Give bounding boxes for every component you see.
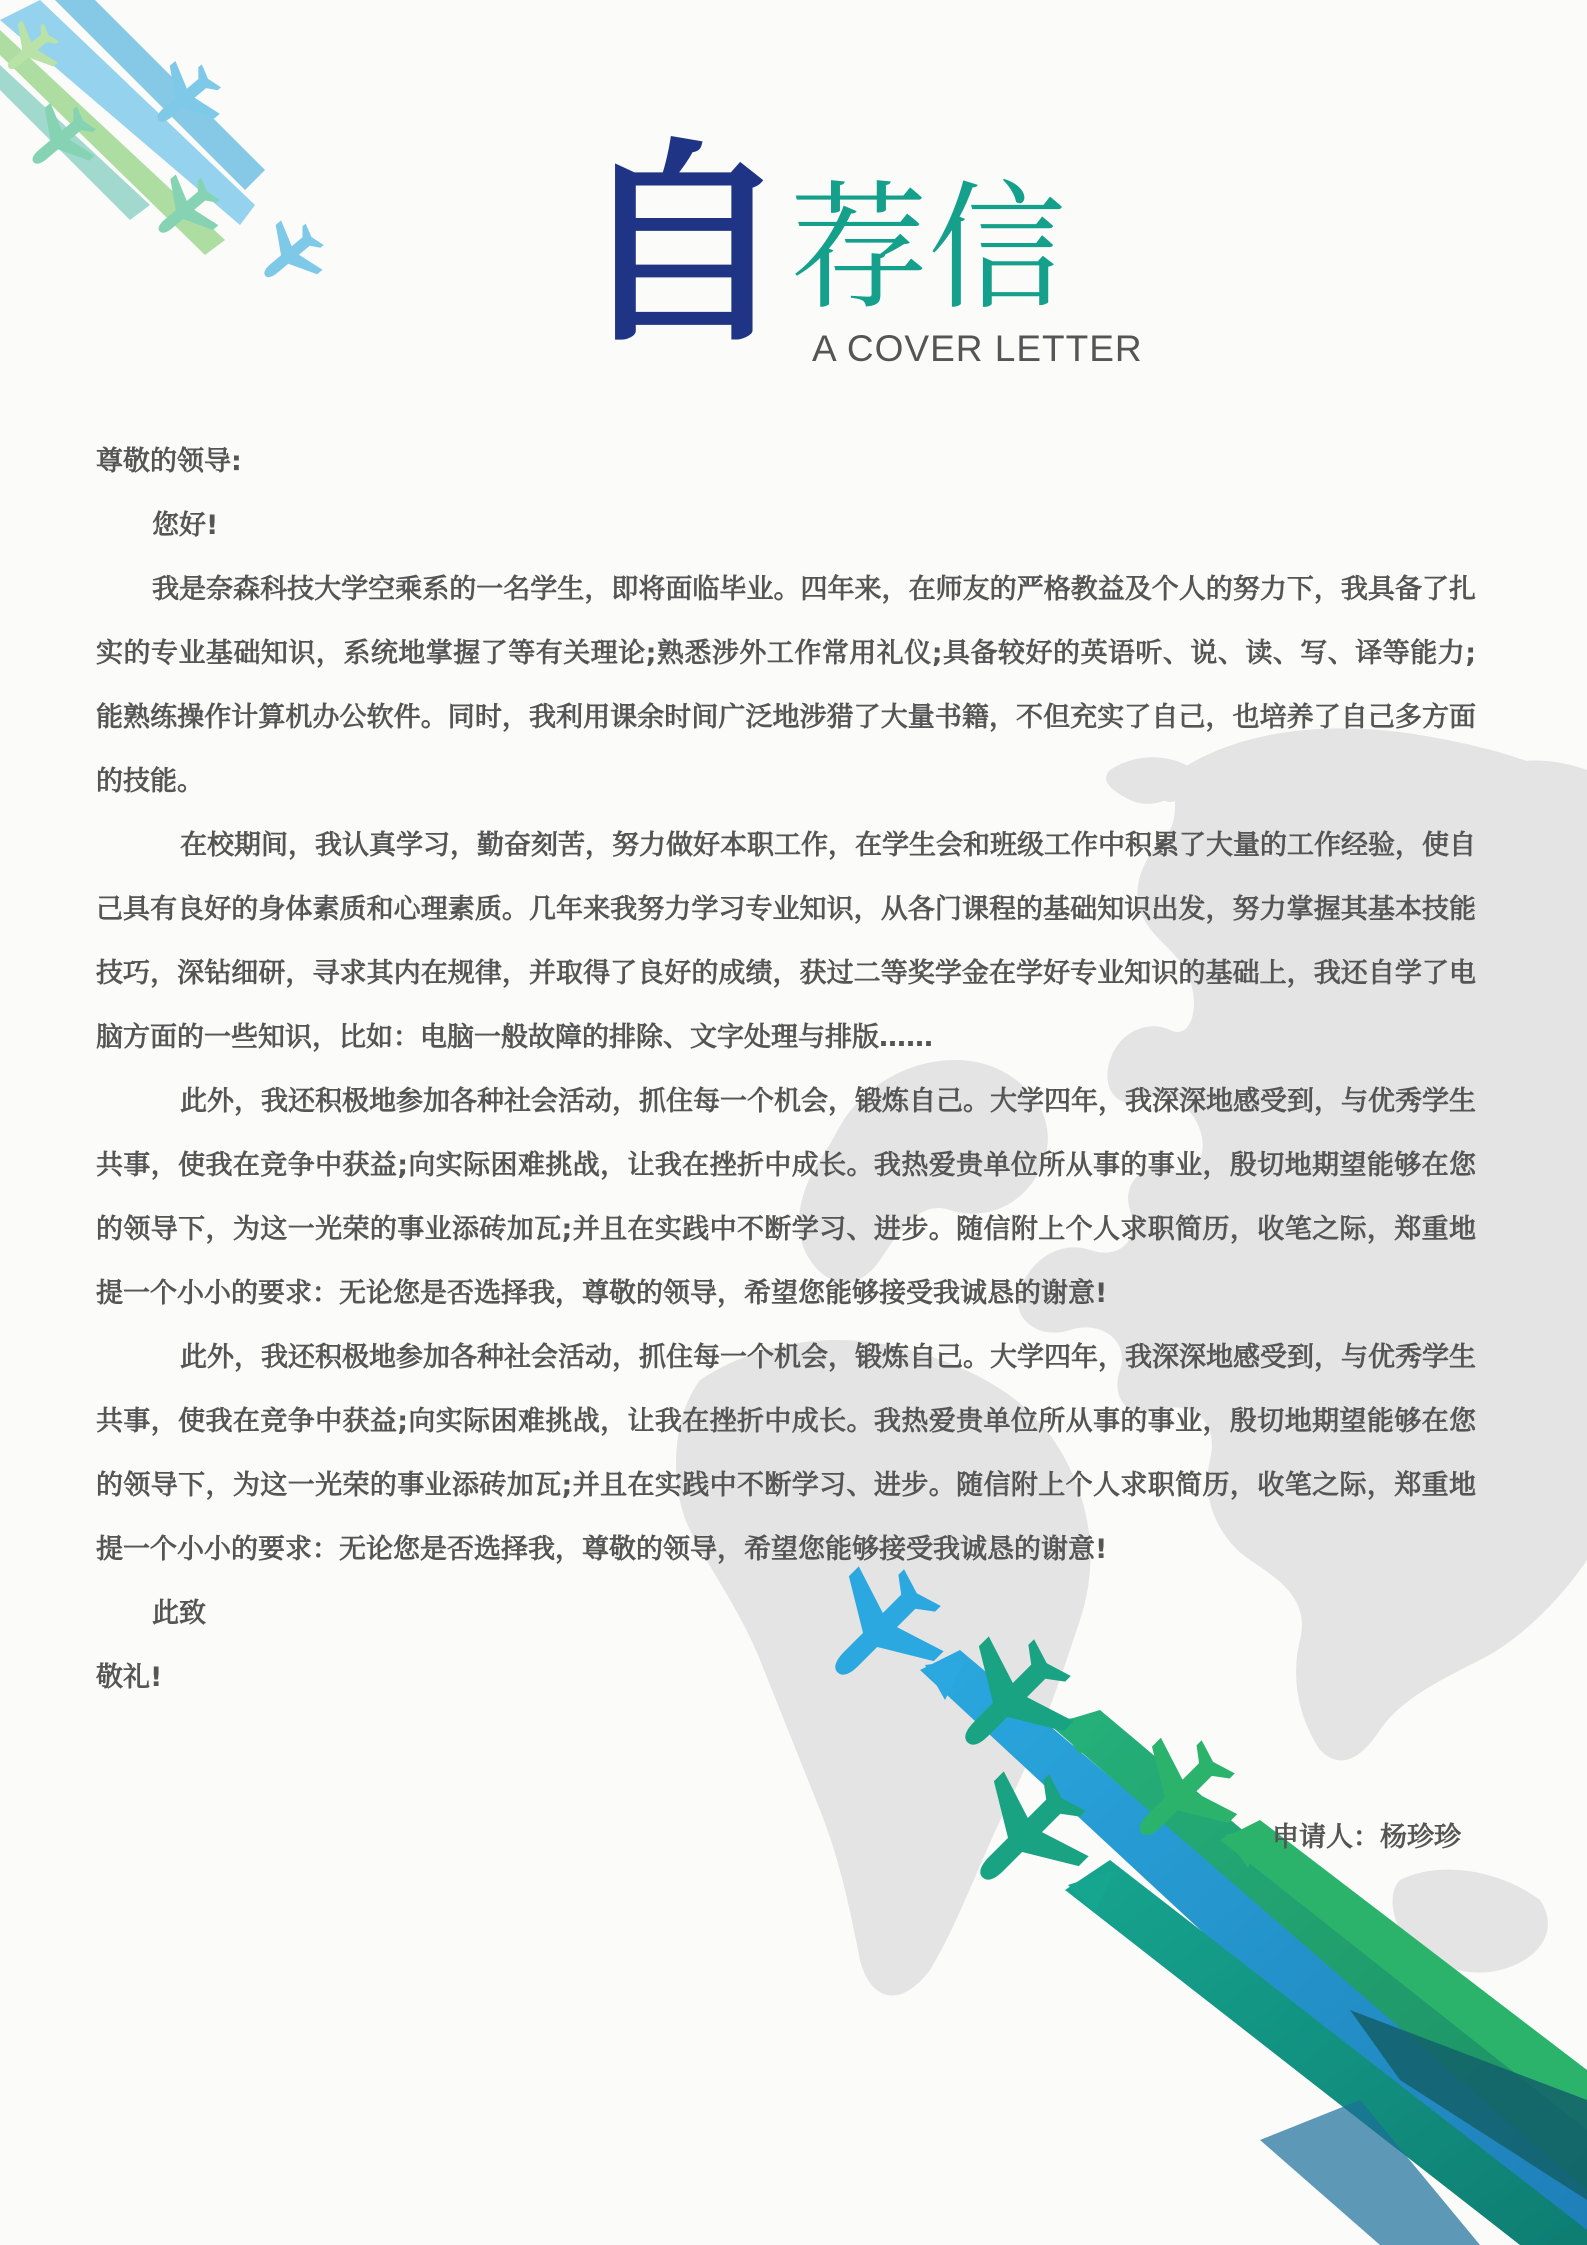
salutation: 尊敬的领导: [96, 446, 242, 477]
greeting: 您好! [152, 510, 219, 541]
paragraph-2: 在校期间，我认真学习，勤奋刻苦，努力做好本职工作，在学生会和班级工作中积累了大量的工作经验，使自己具有良好的身体素质和心理素质。几年来我努力学习专业知识，从各门课程的基础知识出发，努力掌握其基本技能技巧，深钻细研，寻求其内在规律，并取得了良好的成绩，获过二等奖学金在学好专业知识的基础上，我还自学了电脑方面的一些知识，比如：电脑一般故障的排除、文字处理与排版…… [96, 830, 1476, 1053]
title-first-character: 自 [575, 120, 790, 371]
applicant-signature: 申请人：杨珍珍 [1272, 1822, 1461, 1853]
subtitle: A COVER LETTER [812, 328, 1143, 369]
closing-regards: 此致 [152, 1598, 206, 1629]
title-remaining-characters: 荐信 [790, 168, 1067, 329]
paragraph-1: 我是奈森科技大学空乘系的一名学生，即将面临毕业。四年来，在师友的严格教益及个人的努力下，我具备了扎实的专业基础知识，系统地掌握了等有关理论;熟悉涉外工作常用礼仪;具备较好的英语听、说、读、写、译等能力;能熟练操作计算机办公软件。同时，我利用课余时间广泛地涉猎了大量书籍，不但充实了自己，也培养了自己多方面的技能。 [96, 574, 1476, 797]
letter-body [96, 430, 1476, 1710]
paragraph-4: 此外，我还积极地参加各种社会活动，抓住每一个机会，锻炼自己。大学四年，我深深地感受到，与优秀学生共事，使我在竞争中获益;向实际困难挑战，让我在挫折中成长。我热爱贵单位所从事的事业，殷切地期望能够在您的领导下，为这一光荣的事业添砖加瓦;并且在实践中不断学习、进步。随信附上个人求职简历，收笔之际，郑重地提一个小小的要求：无论您是否选择我，尊敬的领导，希望您能够接受我诚恳的谢意! [96, 1342, 1476, 1565]
closing-salute: 敬礼! [96, 1662, 163, 1693]
paragraph-3: 此外，我还积极地参加各种社会活动，抓住每一个机会，锻炼自己。大学四年，我深深地感受到，与优秀学生共事，使我在竞争中获益;向实际困难挑战，让我在挫折中成长。我热爱贵单位所从事的事业，殷切地期望能够在您的领导下，为这一光荣的事业添砖加瓦;并且在实践中不断学习、进步。随信附上个人求职简历，收笔之际，郑重地提一个小小的要求：无论您是否选择我，尊敬的领导，希望您能够接受我诚恳的谢意! [96, 1086, 1476, 1309]
